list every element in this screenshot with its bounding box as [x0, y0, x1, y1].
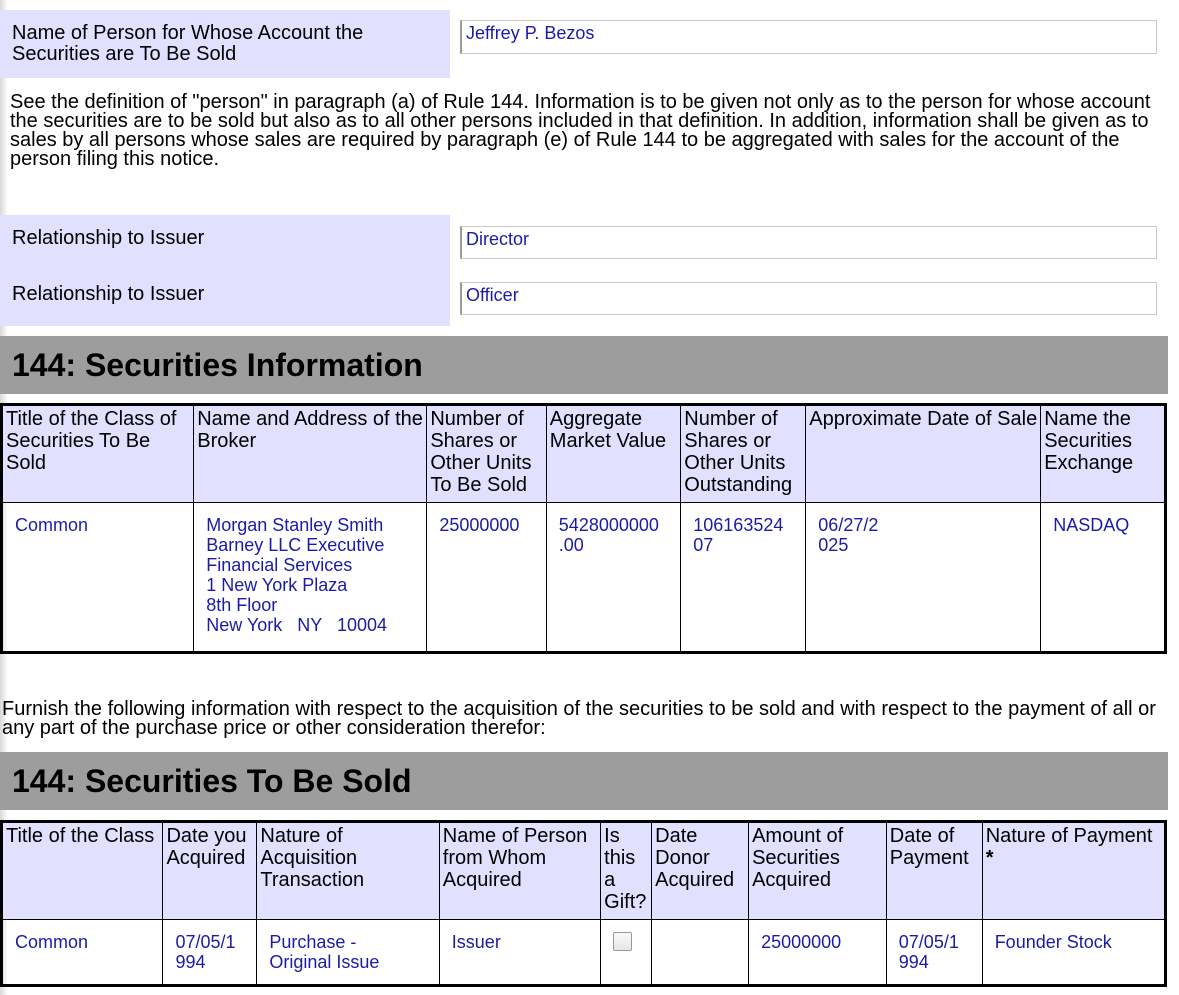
header-donor-date: Date Donor Acquired — [652, 822, 749, 920]
date-of-sale-part: 025 — [818, 535, 849, 555]
cell-title-class: Common — [2, 503, 194, 653]
cell-shares-to-sell: 25000000 — [427, 503, 546, 653]
header-is-gift: Is this a Gift? — [601, 822, 652, 920]
shares-outstanding-part: 07 — [693, 535, 714, 555]
broker-line: 8th Floor — [206, 595, 278, 615]
broker-line: 1 New York Plaza — [206, 575, 348, 595]
payment-date-part: 994 — [898, 952, 929, 972]
securities-information-header-row — [2, 405, 1166, 503]
table-row — [2, 920, 1166, 986]
cell-exchange: NASDAQ — [1041, 503, 1166, 653]
securities-information-table — [0, 403, 1167, 654]
cell-from-whom: Issuer — [439, 920, 600, 986]
header-title-class: Title of the Class — [2, 822, 163, 920]
date-acquired-part: 07/05/1 — [175, 932, 236, 952]
header-exchange: Name the Securities Exchange — [1041, 405, 1166, 503]
cell-is-gift — [601, 920, 652, 986]
header-broker: Name and Address of the Broker — [194, 405, 427, 503]
section-securities-to-be-sold: 144: Securities To Be Sold — [0, 752, 1168, 810]
securities-to-be-sold-table — [0, 820, 1167, 987]
acquisition-nature-part: Original Issue — [269, 952, 380, 972]
date-acquired-part: 994 — [175, 952, 206, 972]
securities-to-be-sold-header-row — [2, 822, 1166, 920]
broker-line: Barney LLC Executive — [206, 535, 385, 555]
cell-payment-date — [886, 920, 982, 986]
gift-checkbox[interactable] — [613, 932, 632, 951]
shares-outstanding-part: 106163524 — [693, 515, 784, 535]
date-of-sale-part: 06/27/2 — [818, 515, 879, 535]
header-payment-nature — [982, 822, 1165, 920]
acquisition-nature-part: Purchase - — [269, 932, 357, 952]
header-from-whom: Name of Person from Whom Acquired — [439, 822, 600, 920]
broker-line: Morgan Stanley Smith — [206, 515, 384, 535]
person-name-field[interactable]: Jeffrey P. Bezos — [460, 20, 1157, 54]
cell-title-class: Common — [2, 920, 163, 986]
table-row — [2, 503, 1166, 653]
header-date-acquired: Date you Acquired — [163, 822, 257, 920]
relationship-label-1: Relationship to Issuer — [12, 227, 205, 249]
payment-date-part: 07/05/1 — [898, 932, 959, 952]
header-payment-nature-text: Nature of Payment — [985, 825, 1153, 847]
aggregate-value-part: .00 — [558, 535, 584, 555]
header-amount: Amount of Securities Acquired — [749, 822, 887, 920]
broker-line: New York NY 10004 — [206, 615, 388, 635]
person-label — [0, 10, 450, 78]
cell-donor-date — [652, 920, 749, 986]
header-payment-date: Date of Payment — [886, 822, 982, 920]
cell-acquisition-nature — [257, 920, 439, 986]
header-aggregate-value: Aggregate Market Value — [546, 405, 680, 503]
relationship-field-director[interactable]: Director — [460, 226, 1157, 259]
person-definition-note: See the definition of "person" in paragraph (a) of Rule 144. Information is to be given not only as to the person for whose account the securities are to be sold but also as to all other persons included in that definition. In addition, information shall be given as to sales by all persons whose sales are required by paragraph (e) of Rule 144 to be aggregated with sales for the account of the person filing this notice. — [10, 91, 1151, 170]
broker-line: Financial Services — [206, 555, 353, 575]
cell-amount: 25000000 — [749, 920, 887, 986]
cell-aggregate-value — [546, 503, 680, 653]
relationship-label-2: Relationship to Issuer — [12, 283, 205, 305]
acquisition-note: Furnish the following information with respect to the acquisition of the securities to be sold and with respect to the payment of all or any part of the purchase price or other consideration therefor: — [2, 698, 1156, 739]
relationship-field-officer[interactable]: Officer — [460, 282, 1157, 315]
person-label-text: Name of Person for Whose Account the Securities are To Be Sold — [12, 22, 364, 65]
header-shares-to-sell: Number of Shares or Other Units To Be Sold — [427, 405, 546, 503]
header-shares-outstanding: Number of Shares or Other Units Outstanding — [681, 405, 806, 503]
cell-date-acquired — [163, 920, 257, 986]
header-date-of-sale: Approximate Date of Sale — [806, 405, 1041, 503]
cell-payment-nature: Founder Stock — [982, 920, 1165, 986]
relationship-block — [0, 215, 450, 326]
aggregate-value-part: 5428000000 — [558, 515, 659, 535]
header-title-class: Title of the Class of Securities To Be Sold — [2, 405, 194, 503]
header-acquisition-nature: Nature of Acquisition Transaction — [257, 822, 439, 920]
cell-date-of-sale — [806, 503, 1041, 653]
cell-shares-outstanding — [681, 503, 806, 653]
section-securities-information: 144: Securities Information — [0, 336, 1168, 394]
cell-broker-address — [194, 503, 427, 653]
required-mark: * — [985, 847, 994, 869]
